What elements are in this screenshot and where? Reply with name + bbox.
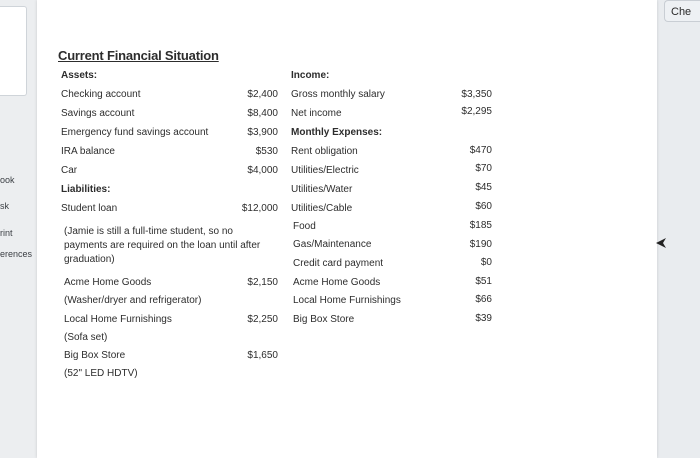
expense-label: Rent obligation	[291, 146, 358, 157]
asset-label: IRA balance	[61, 146, 115, 157]
liability-value: $2,150	[247, 277, 278, 288]
liability-label: Acme Home Goods	[64, 277, 152, 288]
expense-value: $60	[475, 201, 492, 212]
liability-value: $1,650	[247, 350, 278, 361]
liability-label: Student loan	[61, 203, 118, 214]
loan-note-line: payments are required on the loan until after	[64, 240, 261, 251]
expense-value: $0	[480, 257, 492, 268]
loan-note-line: graduation)	[64, 254, 115, 265]
sidebar-item-ask[interactable]: sk	[0, 201, 9, 211]
left-sidebar	[0, 0, 37, 458]
page-title: Current Financial Situation	[58, 48, 219, 63]
liability-sublabel: (52" LED HDTV)	[64, 368, 138, 379]
sidebar-item-print[interactable]: rint	[0, 228, 13, 238]
income-label: Net income	[291, 108, 342, 119]
expense-value: $51	[475, 276, 492, 287]
liabilities-heading: Liabilities:	[61, 184, 111, 195]
asset-label: Car	[61, 165, 78, 176]
expense-value: $70	[475, 163, 492, 174]
asset-value: $3,900	[247, 127, 278, 138]
expense-label: Acme Home Goods	[293, 277, 381, 288]
expense-value: $470	[469, 145, 492, 156]
liability-sublabel: (Washer/dryer and refrigerator)	[64, 295, 202, 306]
expense-label: Utilities/Cable	[291, 203, 353, 214]
sidebar-card	[0, 6, 27, 96]
liability-label: Local Home Furnishings	[64, 314, 172, 325]
asset-label: Emergency fund savings account	[61, 127, 209, 138]
income-value: $3,350	[461, 89, 492, 100]
loan-note-line: (Jamie is still a full-time student, so no	[64, 226, 233, 237]
expense-value: $190	[469, 239, 492, 250]
income-value: $2,295	[461, 106, 492, 117]
liability-label: Big Box Store	[64, 350, 126, 361]
asset-label: Checking account	[61, 89, 141, 100]
expense-label: Utilities/Electric	[291, 165, 359, 176]
asset-value: $4,000	[247, 165, 278, 176]
expense-value: $185	[469, 220, 492, 231]
income-label: Gross monthly salary	[291, 89, 385, 100]
expense-label: Food	[293, 221, 316, 232]
liability-value: $2,250	[247, 314, 278, 325]
expense-value: $39	[475, 313, 492, 324]
expense-label: Gas/Maintenance	[293, 239, 372, 250]
income-heading: Income:	[291, 70, 330, 81]
asset-label: Savings account	[61, 108, 135, 119]
check-answer-button[interactable]: Che	[664, 0, 700, 22]
expense-value: $45	[475, 182, 492, 193]
sidebar-item-references[interactable]: erences	[0, 249, 33, 259]
assets-heading: Assets:	[61, 70, 98, 81]
expense-label: Local Home Furnishings	[293, 295, 401, 306]
asset-value: $530	[255, 146, 278, 157]
expense-label: Big Box Store	[293, 314, 355, 325]
liability-value: $12,000	[241, 203, 278, 214]
asset-value: $2,400	[247, 89, 278, 100]
expense-label: Utilities/Water	[291, 184, 353, 195]
sidebar-item-ebook[interactable]: ook	[0, 175, 15, 185]
expense-value: $66	[475, 294, 492, 305]
liability-sublabel: (Sofa set)	[64, 332, 108, 343]
asset-value: $8,400	[247, 108, 278, 119]
expense-label: Credit card payment	[293, 258, 384, 269]
expenses-heading: Monthly Expenses:	[291, 127, 383, 138]
mouse-cursor-icon	[655, 237, 667, 249]
